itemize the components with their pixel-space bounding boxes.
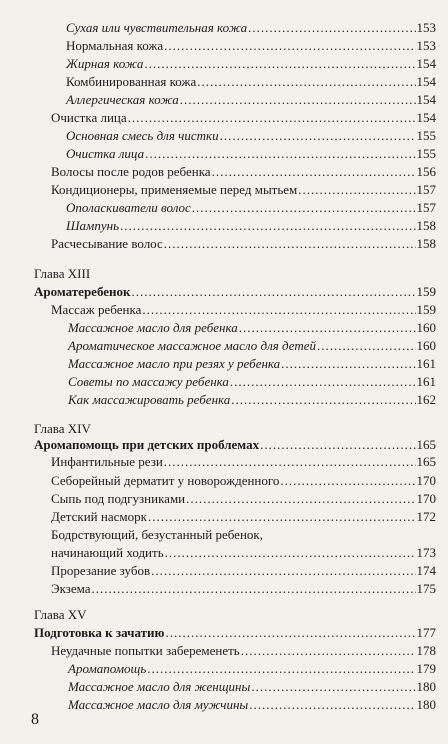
- entry-title: Ароматическое массажное масло для детей: [68, 338, 317, 354]
- entry-title: Аромапомощь: [68, 660, 147, 676]
- entry-page: 154: [416, 55, 436, 71]
- entry-page: 155: [416, 128, 436, 144]
- entry-page: 153: [416, 37, 436, 53]
- chapter-heading: Глава XIV: [34, 420, 91, 436]
- entry-page: 180: [416, 696, 436, 712]
- entry-page: 165: [416, 454, 436, 470]
- entry-title: Кондиционеры, применяемые перед мытьем: [51, 182, 298, 198]
- entry-page: 162: [416, 392, 436, 408]
- entry-title: Массажное масло при резях у ребенка: [68, 356, 281, 372]
- entry-page: 174: [416, 562, 436, 578]
- entry-title: Инфантильные рези: [51, 454, 163, 470]
- entry-title: Волосы после родов ребенка: [51, 164, 211, 180]
- entry-title: Комбинированная кожа: [66, 73, 197, 89]
- page-number: 8: [31, 711, 39, 728]
- entry-page: 158: [416, 236, 436, 252]
- entry-title: Массажное масло для женщины: [68, 678, 251, 694]
- chapter-heading: Глава XIII: [34, 265, 91, 281]
- chapter-heading: Глава XV: [34, 606, 87, 622]
- entry-page: 172: [416, 508, 436, 524]
- entry-title: Сухая или чувствительная кожа: [66, 19, 248, 35]
- entry-title: Себорейный дерматит у новорожденного: [51, 472, 280, 488]
- entry-title: Аромапомощь при детских проблемах: [34, 437, 260, 453]
- entry-title: Как массажировать ребенка: [68, 392, 231, 408]
- entry-page: 160: [416, 319, 436, 335]
- entry-title: Массаж ребенка: [51, 301, 142, 317]
- entry-page: 159: [416, 301, 436, 317]
- entry-page: 179: [416, 660, 436, 676]
- entry-page: 178: [416, 642, 436, 658]
- entry-page: 170: [416, 472, 436, 488]
- entry-title: Аллергическая кожа: [66, 92, 179, 108]
- entry-title: Ополаскиватели волос: [66, 200, 191, 216]
- entry-page: 158: [416, 218, 436, 234]
- entry-page: 156: [416, 164, 436, 180]
- entry-page: 157: [416, 182, 436, 198]
- entry-title: Сыпь под подгузниками: [51, 490, 186, 506]
- entry-title-first-line: Бодрствующий, безустанный ребенок,: [51, 526, 263, 542]
- entry-title: Жирная кожа: [66, 55, 144, 71]
- entry-page: 154: [416, 73, 436, 89]
- entry-title: Очистка лица: [66, 146, 145, 162]
- entry-title: Нормальная кожа: [66, 37, 164, 53]
- entry-title: Подготовка к зачатию: [34, 624, 165, 640]
- entry-page: 157: [416, 200, 436, 216]
- entry-page: 170: [416, 490, 436, 506]
- entry-title: Расчесывание волос: [51, 236, 163, 252]
- entry-page: 153: [416, 19, 436, 35]
- entry-title: Основная смесь для чистки: [66, 128, 219, 144]
- entry-title: Массажное масло для мужчины: [68, 696, 249, 712]
- entry-page: 175: [416, 580, 436, 596]
- entry-page: 155: [416, 146, 436, 162]
- entry-page: 165: [416, 437, 436, 453]
- entry-title: Массажное масло для ребенка: [68, 319, 238, 335]
- entry-page: 161: [416, 356, 436, 372]
- entry-page: 159: [416, 283, 436, 299]
- entry-page: 161: [416, 374, 436, 390]
- entry-title: Советы по массажу ребенка: [68, 374, 229, 390]
- entry-title: начинающий ходить: [51, 544, 164, 560]
- entry-page: 160: [416, 338, 436, 354]
- entry-title: Неудачные попытки забеременеть: [51, 642, 240, 658]
- entry-title: Очистка лица: [51, 110, 127, 126]
- entry-page: 154: [416, 110, 436, 126]
- entry-page: 173: [416, 544, 436, 560]
- entry-page: 154: [416, 92, 436, 108]
- entry-title: Шампунь: [66, 218, 119, 234]
- entry-title: Детский насморк: [51, 508, 147, 524]
- entry-title: Ароматеребенок: [34, 283, 131, 299]
- entry-page: 177: [416, 624, 436, 640]
- entry-title: Прорезание зубов: [51, 562, 151, 578]
- entry-title: Экзема: [51, 580, 91, 596]
- entry-page: 180: [416, 678, 436, 694]
